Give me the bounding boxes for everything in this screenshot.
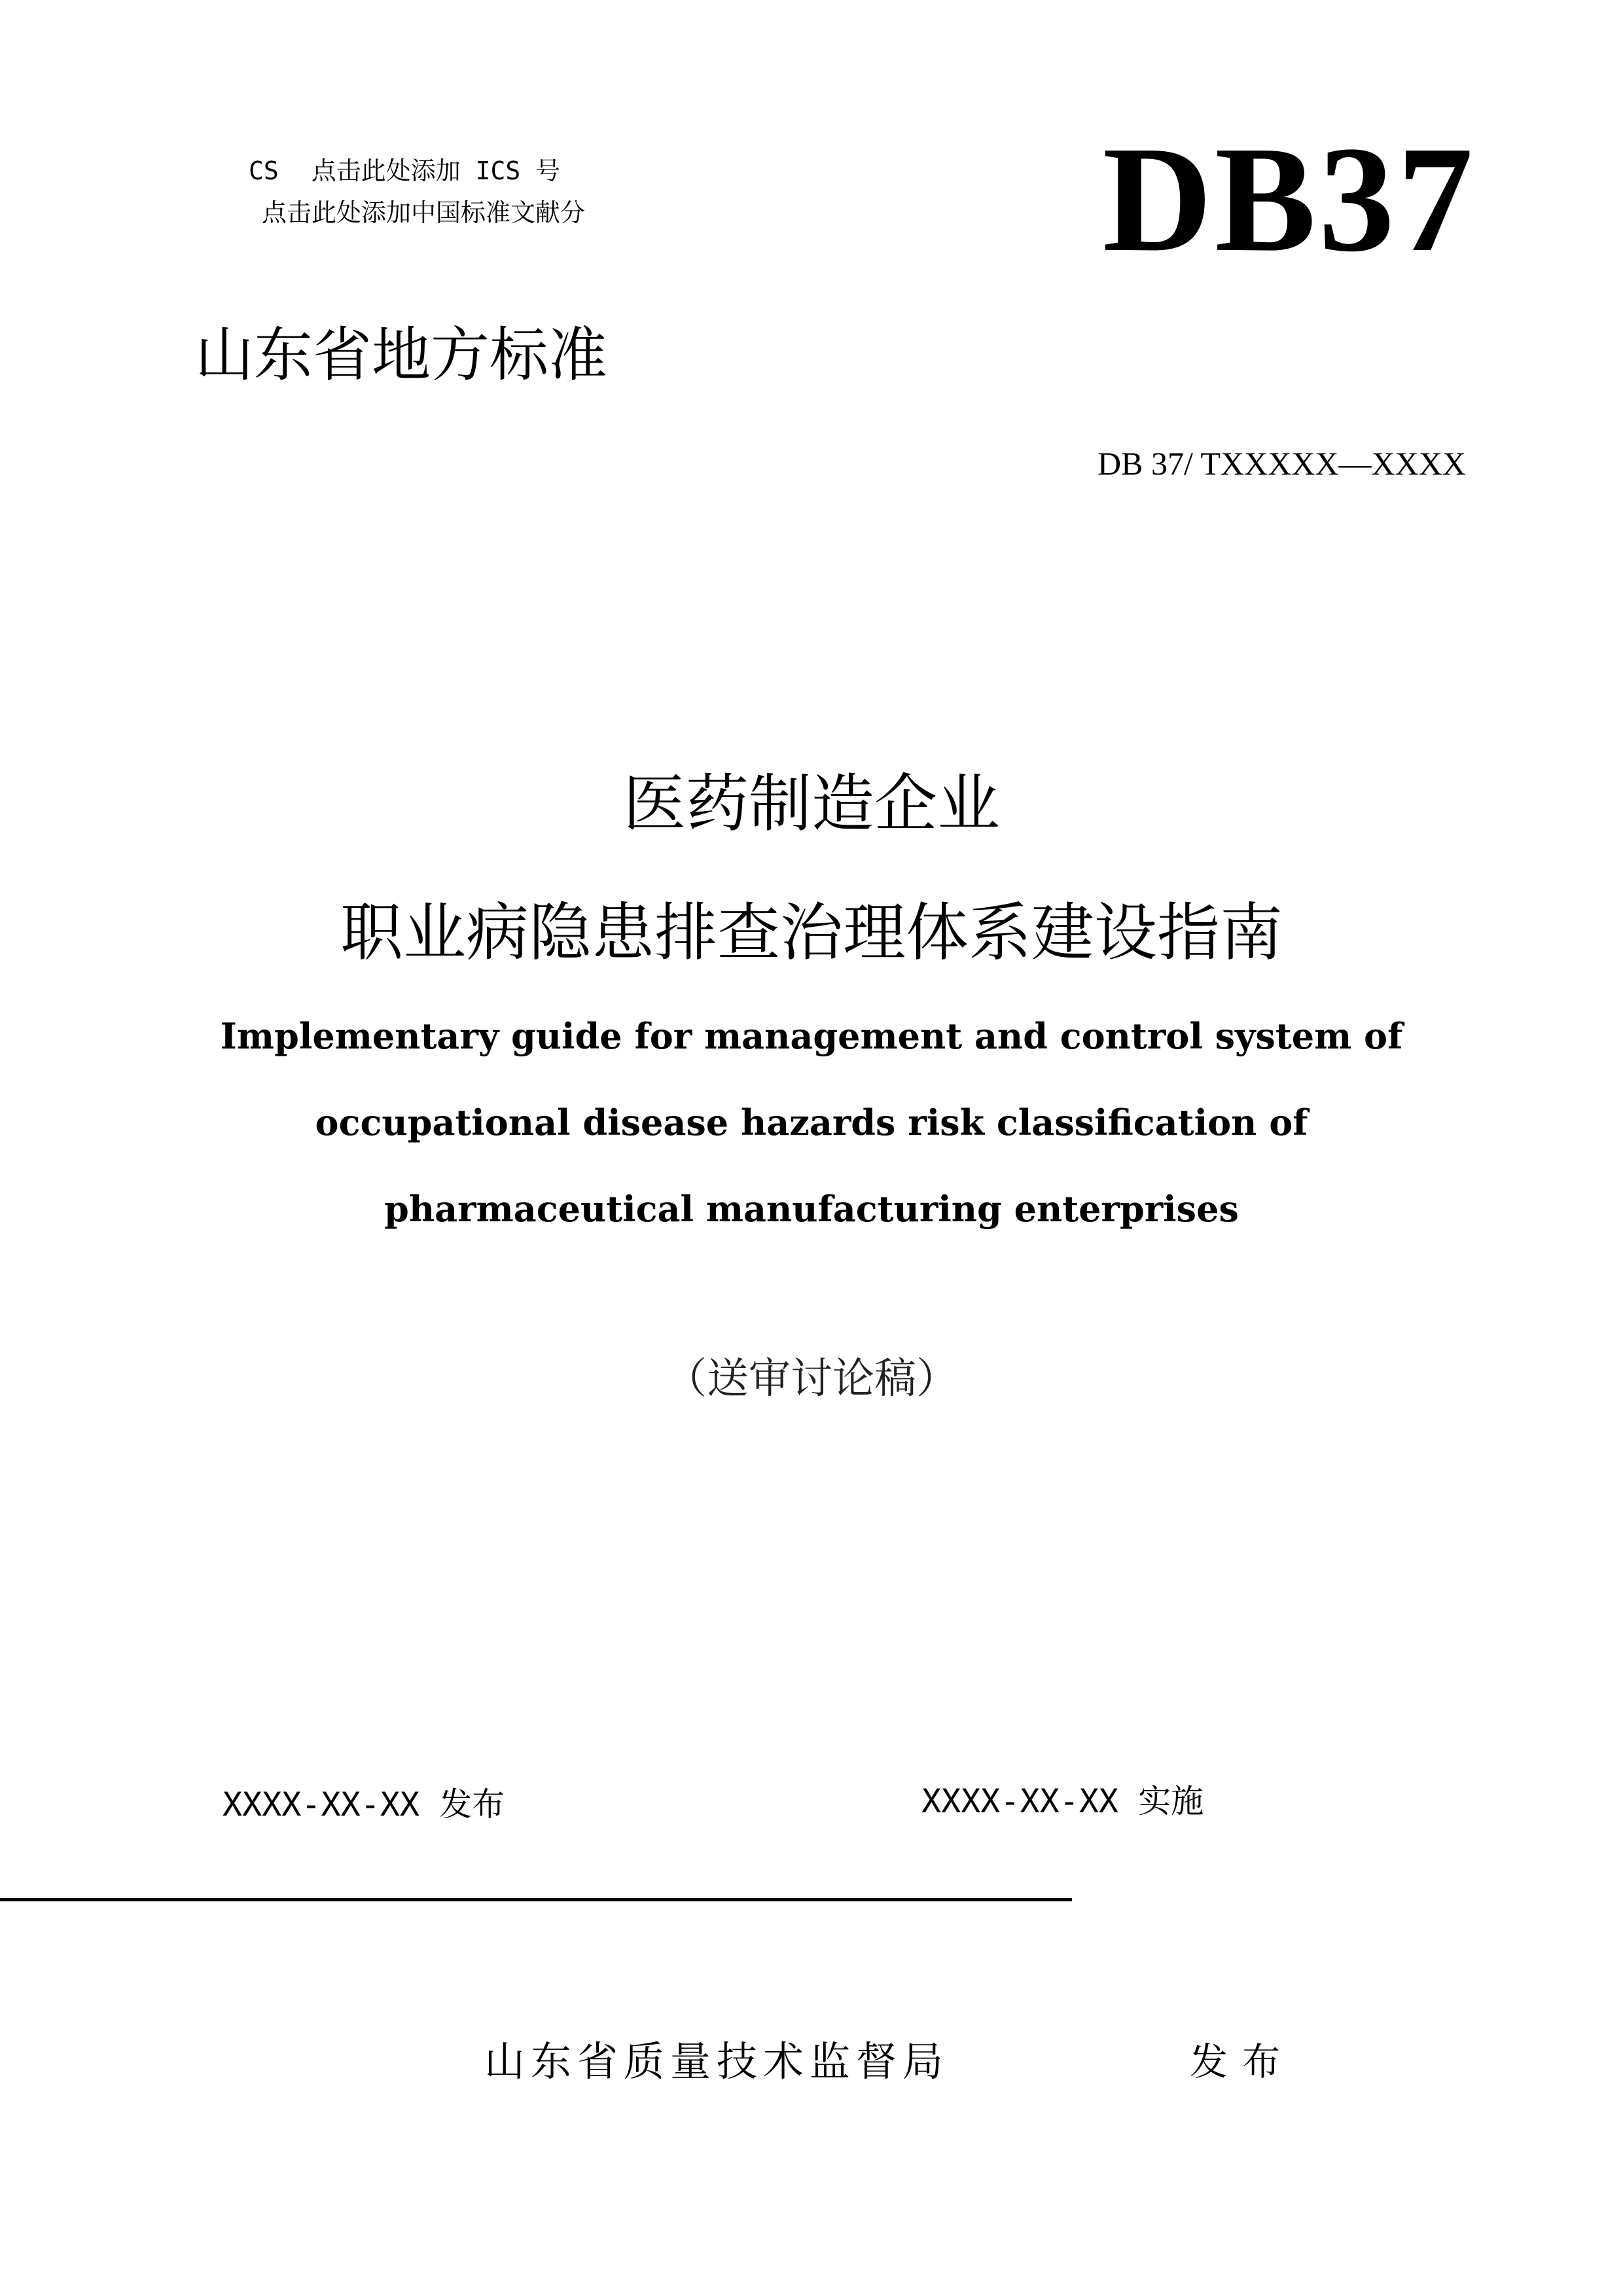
title-en-line3: pharmaceutical manufacturing enterprises <box>384 1188 1239 1230</box>
title-cn-line1: 医药制造企业 <box>623 767 1000 840</box>
db37-logo: DB37 <box>1102 115 1476 283</box>
divider-line <box>0 1898 1072 1901</box>
issuer-name: 山东省质量技术监督局 <box>484 2037 950 2085</box>
issue-word: 发布 <box>1190 2039 1295 2084</box>
ccs-placeholder[interactable]: 点击此处添加中国标准文献分 <box>262 198 586 227</box>
cs-code: CS <box>249 156 279 185</box>
standard-kind: 山东省地方标准 <box>195 321 607 389</box>
implement-date: XXXX-XX-XX 实施 <box>921 1782 1204 1820</box>
title-en-line1: Implementary guide for management and control system of <box>220 1015 1403 1057</box>
draft-status: （送审讨论稿） <box>665 1355 958 1403</box>
title-en-line2: occupational disease hazards risk classification of <box>315 1102 1308 1143</box>
ics-placeholder[interactable]: 点击此处添加 ICS 号 <box>311 156 561 185</box>
issue-date: XXXX-XX-XX 发布 <box>223 1785 505 1823</box>
standard-number: DB 37/ TXXXXX—XXXX <box>1097 445 1466 482</box>
title-cn-line2: 职业病隐患排查治理体系建设指南 <box>340 896 1283 969</box>
ics-line <box>249 154 560 187</box>
